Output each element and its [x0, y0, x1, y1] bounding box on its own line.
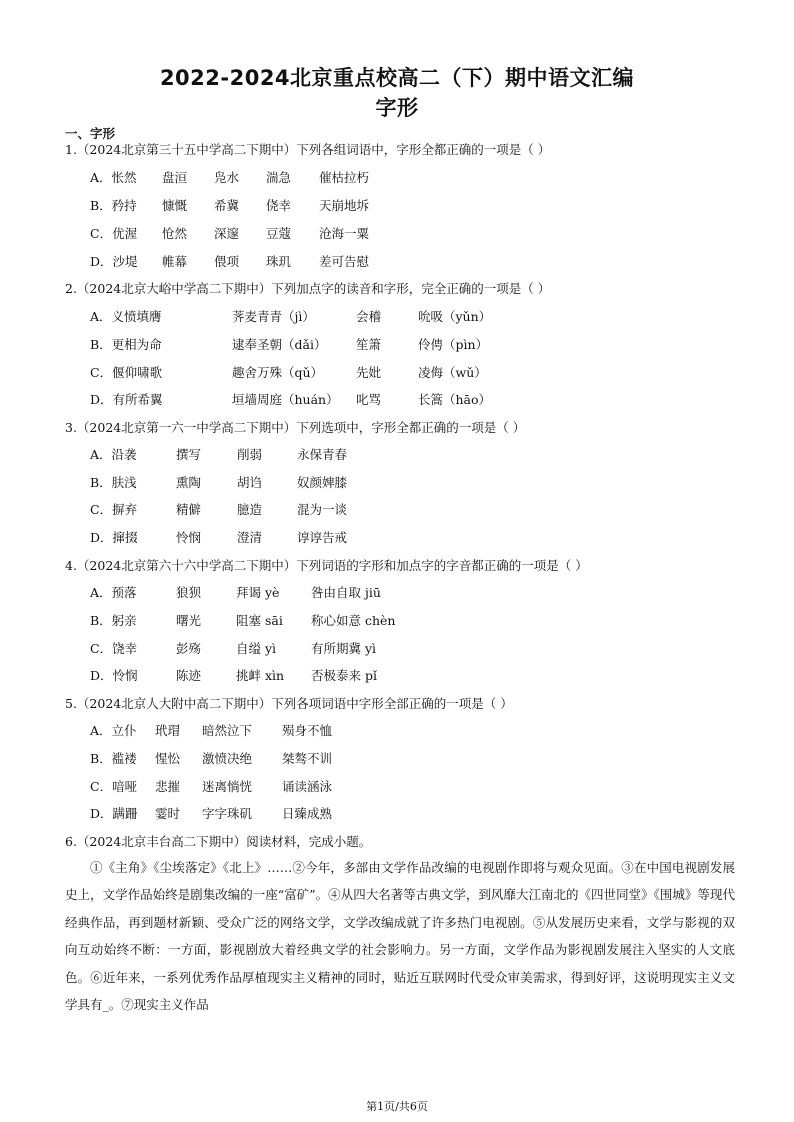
option-label-word: B．肤浅: [90, 475, 137, 490]
option-word: 催枯拉朽: [319, 170, 370, 185]
option-word: 桀骜不训: [282, 751, 333, 766]
option-word: 否极泰来 pǐ: [311, 668, 377, 683]
option-word: 伶俜（pìn）: [418, 337, 489, 352]
question-stem: 4.（2024北京第六十六中学高二下期中）下列词语的字形和加点字的字音都正确的一项是（ ）: [65, 558, 588, 573]
section-heading: 一、字形: [65, 126, 116, 141]
question-stem: 5.（2024北京人大附中高二下期中）下列各项词语中字形全部正确的一项是（ ）: [65, 696, 513, 711]
option-word: 沧海一粟: [319, 226, 370, 241]
option-label-word: B．更相为命: [90, 337, 162, 352]
option-label-word: D．有所希翼: [90, 392, 163, 407]
option-word: 殒身不恤: [282, 723, 333, 738]
document-title: 2022-2024北京重点校高二（下）期中语文汇编: [159, 66, 635, 90]
option-word: 谆谆告戒: [297, 530, 348, 545]
option-label-word: D．蹒跚: [90, 806, 138, 821]
option-row: [90, 613, 395, 629]
option-word: 日臻成熟: [282, 806, 333, 821]
option-row: [90, 806, 332, 822]
option-word: 湍急: [266, 170, 292, 185]
option-word: 精僻: [176, 502, 202, 517]
option-word: 彭殇: [176, 641, 202, 656]
option-word: 激愤决绝: [202, 751, 253, 766]
option-row: [90, 779, 332, 795]
option-word: 澄清: [237, 530, 263, 545]
option-label-word: B．躬亲: [90, 613, 137, 628]
option-word: 垣墙周庭（huán）: [232, 392, 339, 407]
question-stem: 3.（2024北京第一六一中学高二下期中）下列选项中，字形全都正确的一项是（ ）: [65, 420, 526, 435]
option-word: 珠玑: [266, 254, 292, 269]
option-label-word: A．立仆: [90, 723, 137, 738]
option-row: [90, 337, 488, 353]
option-word: 慷慨: [162, 198, 188, 213]
option-word: 长篙（hāo）: [418, 392, 492, 407]
option-label-word: C．喑哑: [90, 779, 138, 794]
option-word: 会稽: [356, 309, 382, 324]
option-label-word: D．怜悯: [90, 668, 138, 683]
option-word: 阻塞 sāi: [236, 613, 283, 628]
option-label-word: C．摒弃: [90, 502, 138, 517]
option-word: 自缢 yì: [236, 641, 277, 656]
option-word: 先妣: [356, 365, 382, 380]
option-word: 偎项: [214, 254, 240, 269]
option-word: 有所期冀 yì: [311, 641, 377, 656]
option-word: 陈迹: [176, 668, 202, 683]
question-stem: 1.（2024北京第三十五中学高二下期中）下列各组词语中，字形全都正确的一项是（ ）: [65, 142, 551, 157]
option-word: 曙光: [176, 613, 202, 628]
option-word: 逮奉圣朝（dǎi）: [232, 337, 327, 352]
option-word: 玳瑁: [155, 723, 181, 738]
option-word: 咎由自取 jiū: [311, 585, 381, 600]
option-word: 惺忪: [155, 751, 181, 766]
option-label-word: A．义愤填膺: [90, 309, 162, 324]
option-word: 希冀: [214, 198, 240, 213]
option-label-word: A．怅然: [90, 170, 137, 185]
option-label-word: A．沿袭: [90, 447, 137, 462]
document-subtitle: 字形: [375, 96, 419, 120]
question-stem: 2.（2024北京大峪中学高二下期中）下列加点字的读音和字形，完全正确的一项是（ ）: [65, 281, 551, 296]
option-word: 凌侮（wǔ）: [418, 365, 487, 380]
option-word: 怜悯: [176, 530, 202, 545]
option-word: 胡诌: [237, 475, 263, 490]
option-word: 削弱: [237, 447, 263, 462]
page-number: 第1页/共6页: [366, 1100, 428, 1113]
option-word: 熏陶: [176, 475, 202, 490]
option-row: [90, 198, 369, 214]
option-row: [90, 668, 377, 684]
option-label-word: C．饶幸: [90, 641, 138, 656]
option-row: [90, 254, 369, 270]
option-row: [90, 309, 491, 325]
option-row: [90, 641, 376, 657]
option-label-word: D．撺掇: [90, 530, 138, 545]
option-word: 称心如意 chèn: [311, 613, 396, 628]
option-word: 差可告慰: [319, 254, 370, 269]
option-label-word: B．褴褛: [90, 751, 137, 766]
option-word: 拜谒 yè: [236, 585, 280, 600]
option-label-word: A．预落: [90, 585, 137, 600]
option-word: 深邃: [214, 226, 240, 241]
option-word: 凫水: [214, 170, 240, 185]
option-word: 叱骂: [356, 392, 382, 407]
option-row: [90, 170, 369, 186]
option-word: 混为一谈: [297, 502, 348, 517]
option-word: 盘洹: [162, 170, 188, 185]
option-word: 暗然泣下: [202, 723, 253, 738]
option-word: 永保青春: [297, 447, 348, 462]
option-label-word: C．优渥: [90, 226, 138, 241]
option-word: 撰写: [176, 447, 202, 462]
option-word: 笙箫: [356, 337, 382, 352]
option-row: [90, 530, 347, 546]
option-row: [90, 585, 381, 601]
option-word: 怆然: [162, 226, 188, 241]
option-row: [90, 365, 487, 381]
option-row: [90, 226, 369, 242]
option-word: 悲摧: [155, 779, 181, 794]
option-word: 迷离惝恍: [202, 779, 253, 794]
option-word: 帷幕: [162, 254, 188, 269]
option-row: [90, 751, 332, 767]
option-row: [90, 502, 347, 518]
option-label-word: B．矜持: [90, 198, 137, 213]
option-word: 荠麦青青（jì）: [232, 309, 315, 324]
option-word: 诵读涵泳: [282, 779, 333, 794]
option-word: 天崩地坼: [319, 198, 370, 213]
option-row: [90, 392, 491, 408]
option-label-word: D．沙堤: [90, 254, 138, 269]
option-word: 狼狈: [176, 585, 202, 600]
option-row: [90, 475, 347, 491]
option-row: [90, 447, 347, 463]
option-word: 吮吸（yǔn）: [418, 309, 492, 324]
option-word: 趣舍万殊（qǔ）: [232, 365, 324, 380]
option-word: 臆造: [237, 502, 263, 517]
option-label-word: C．偃仰啸歌: [90, 365, 163, 380]
option-word: 豆蔻: [266, 226, 292, 241]
question-stem: 6.（2024北京丰台高二下期中）阅读材料，完成小题。: [65, 834, 372, 849]
option-word: 字字珠矶: [202, 806, 253, 821]
option-word: 侥幸: [266, 198, 292, 213]
option-word: 挑衅 xìn: [236, 668, 285, 683]
option-row: [90, 723, 332, 739]
reading-passage: ①《主角》《尘埃落定》《北上》……②今年，多部由文学作品改编的电视剧作即将与观众见面。③在中国电视剧发展史上，文学作品始终是剧集改编的一座“富矿”。④从四大名著等古典文学，到风靡大江南北的《四世同堂》《围城》等现代经典作品，再到题材新颖、受众广泛的网络文学，文学改编成就了许多热门电视剧。⑤从发展历史来看，文学与影视的双向互动始终不断：一方面，影视剧放大着经典文学的社会影响力。另一方面，文学作品为影视剧发展注入坚实的人文底色。⑥近年来，一系列优秀作品厚植现实主义精神的同时，贴近互联网时代受众审美需求，得到好评，这说明现实主义文学具有_。⑦现实主义作品: [65, 860, 735, 1013]
option-word: 霎时: [155, 806, 181, 821]
option-word: 奴颜婢膝: [297, 475, 348, 490]
